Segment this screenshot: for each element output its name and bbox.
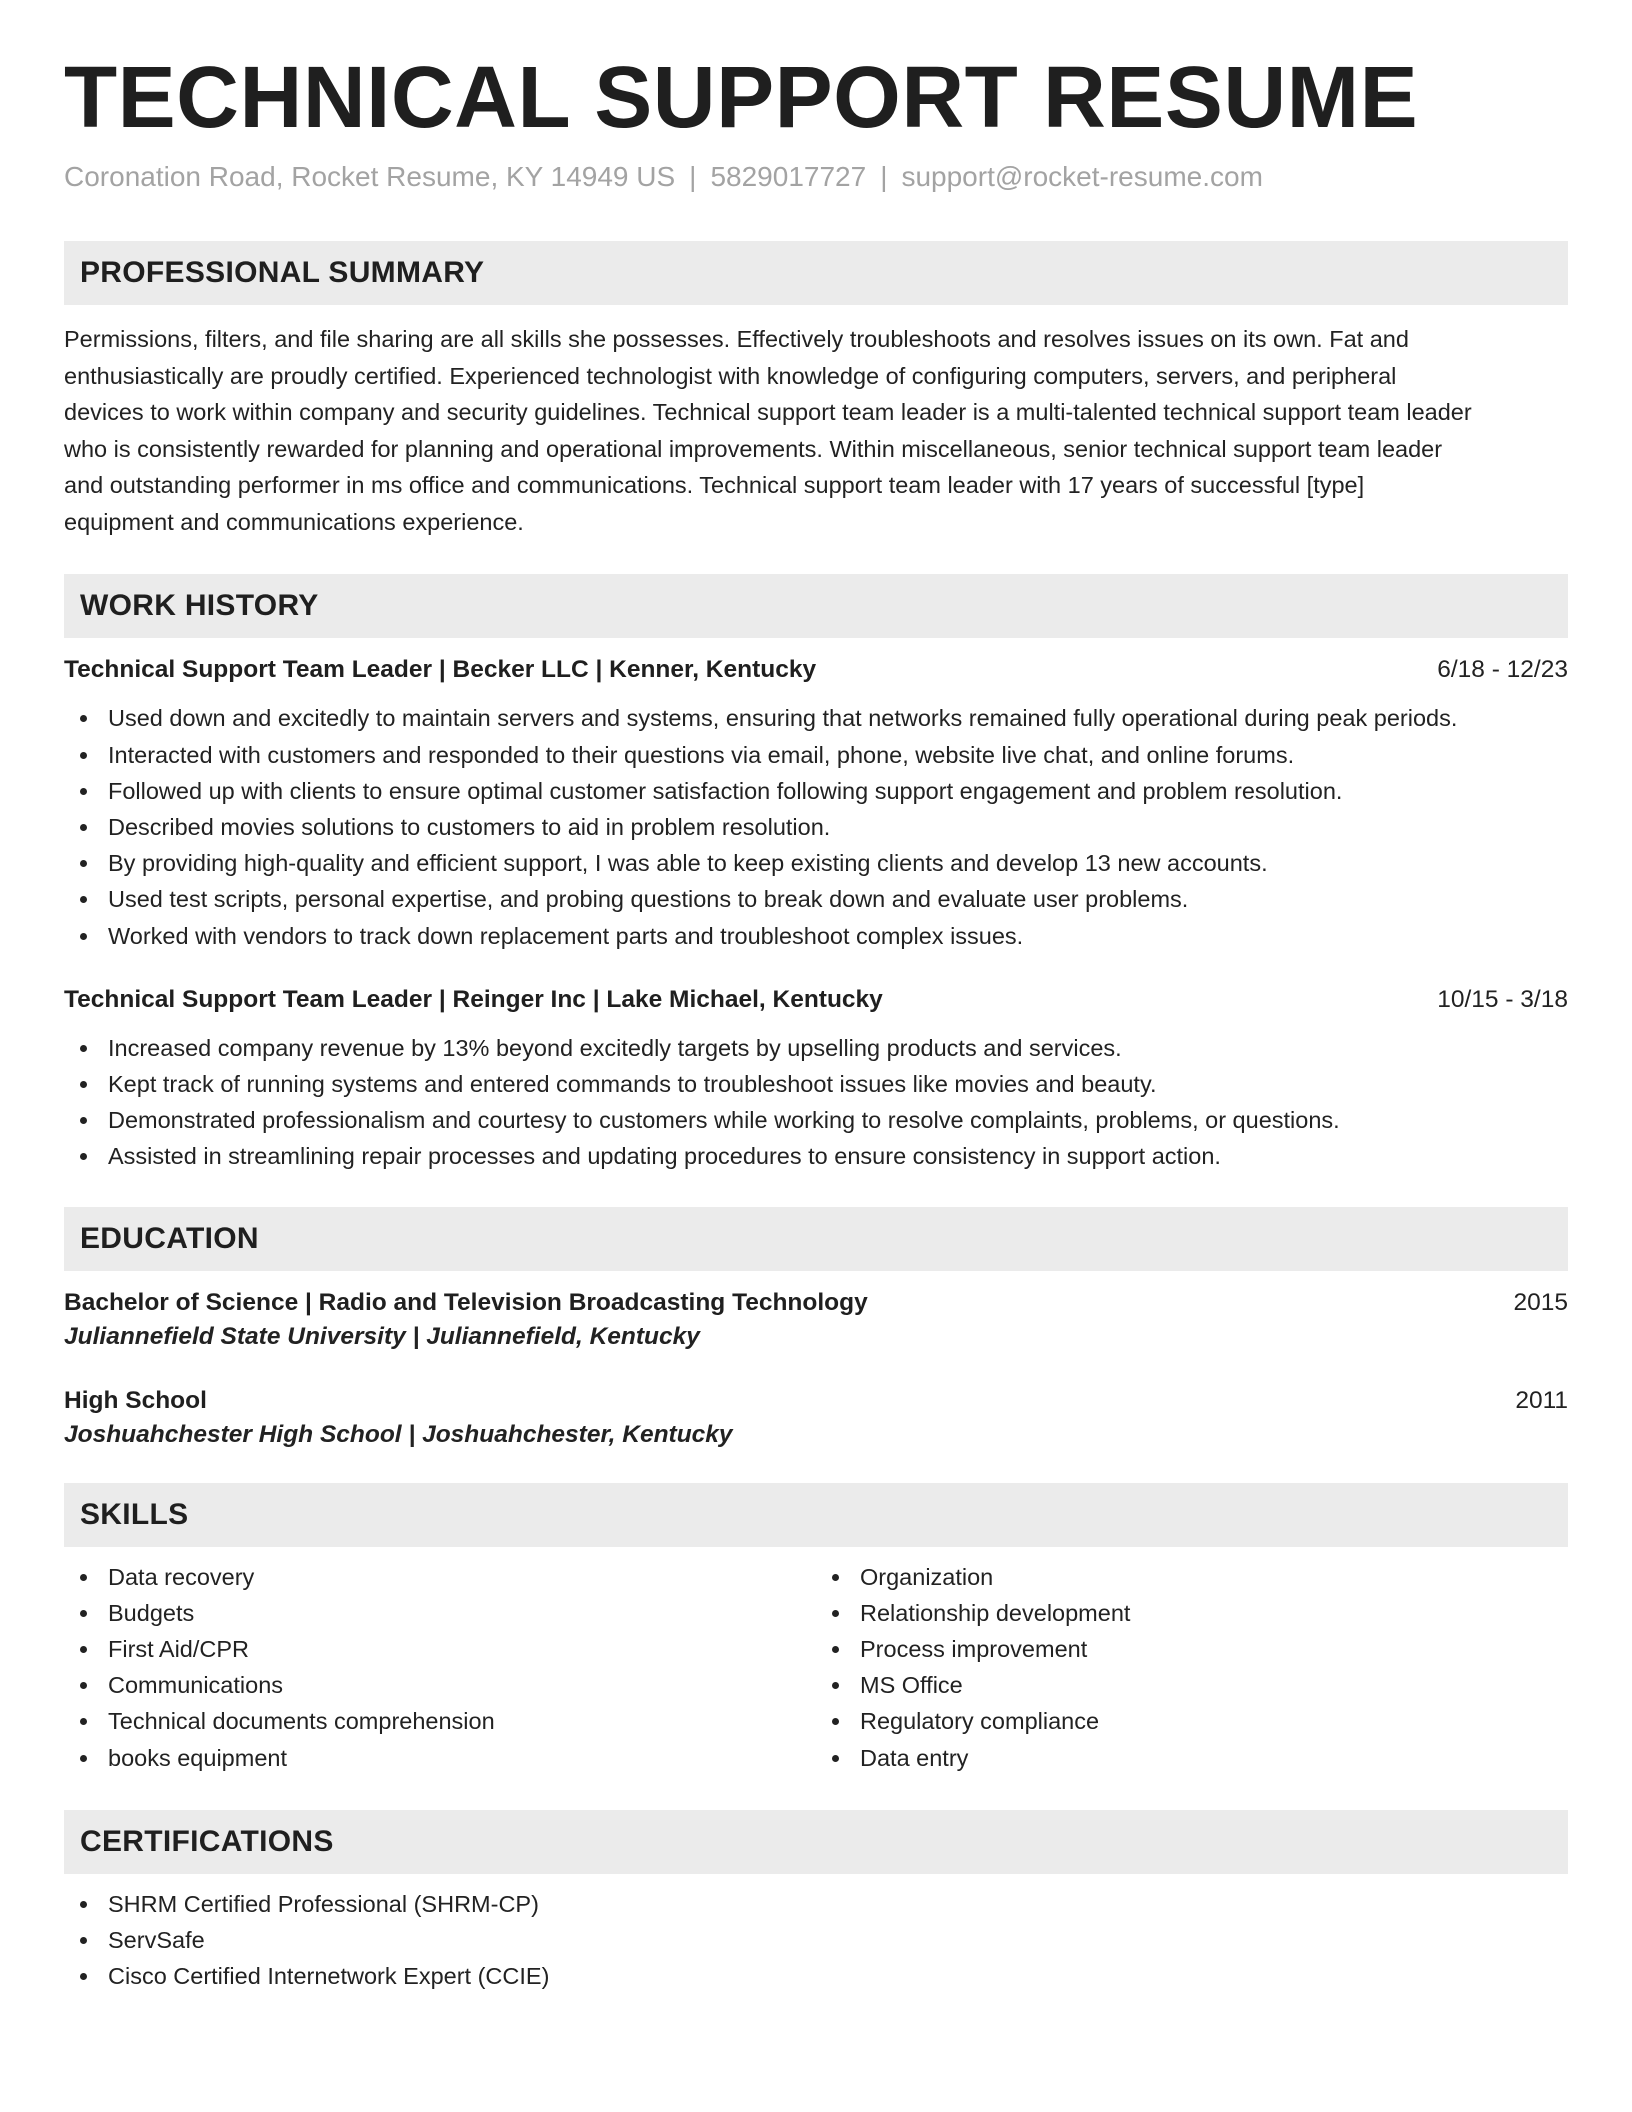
certification-item: SHRM Certified Professional (SHRM-CP) [64, 1886, 1568, 1922]
skill-item: Data recovery [64, 1559, 816, 1595]
contact-separator: | [689, 161, 697, 193]
job-title: Technical Support Team Leader | Reinger Inc | Lake Michael, Kentucky [64, 985, 883, 1013]
education-header [64, 1289, 1568, 1317]
job-title: Technical Support Team Leader | Becker LLC | Kenner, Kentucky [64, 656, 817, 684]
skill-item: MS Office [816, 1667, 1568, 1703]
job-entry [64, 656, 1568, 953]
job-bullets [64, 1030, 1568, 1175]
skill-item: Process improvement [816, 1631, 1568, 1667]
job-bullet: Demonstrated professionalism and courtesy to customers while working to resolve complaints, problems, or questions. [64, 1102, 1568, 1138]
contact-phone: 5829017727 [710, 161, 867, 193]
resume-title: TECHNICAL SUPPORT RESUME [64, 49, 1419, 146]
education-entry [64, 1289, 1568, 1351]
job-dates: 6/18 - 12/23 [1437, 656, 1568, 684]
summary-line: and outstanding performer in ms office and communications. Technical support team leader with 17 years of successful [type] [64, 472, 1365, 499]
education-year: 2011 [1515, 1386, 1568, 1414]
contact-address: Coronation Road, Rocket Resume, KY 14949 US [64, 161, 676, 193]
job-bullet: Kept track of running systems and entered commands to troubleshoot issues like movies and beauty. [64, 1066, 1568, 1102]
job-bullet: By providing high-quality and efficient support, I was able to keep existing clients and develop 13 new accounts. [64, 845, 1568, 881]
skill-item: Data entry [816, 1740, 1568, 1776]
skills-grid [64, 1559, 1568, 1776]
education-section [64, 1207, 1568, 1449]
contact-line [64, 161, 1568, 193]
education-degree: High School [64, 1386, 207, 1414]
skills-column-left [64, 1559, 816, 1776]
skills-section [64, 1483, 1568, 1776]
summary-line: who is consistently rewarded for planning and operational improvements. Within miscellaneous, senior technical support team leader [64, 435, 1443, 462]
job-entry [64, 986, 1568, 1175]
education-entry [64, 1387, 1568, 1449]
skill-item: First Aid/CPR [64, 1631, 816, 1667]
job-bullet: Worked with vendors to track down replacement parts and troubleshoot complex issues. [64, 918, 1568, 954]
contact-email: support@rocket-resume.com [901, 161, 1263, 193]
job-bullet: Increased company revenue by 13% beyond excitedly targets by upselling products and services. [64, 1030, 1568, 1066]
summary-section [64, 241, 1568, 540]
education-degree: Bachelor of Science | Radio and Television Broadcasting Technology [64, 1288, 868, 1316]
job-bullet: Assisted in streamlining repair processes and updating procedures to ensure consistency in support action. [64, 1138, 1568, 1174]
summary-line: devices to work within company and security guidelines. Technical support team leader is a multi-talented technical support team leader [64, 399, 1472, 426]
summary-line: equipment and communications experience. [64, 508, 524, 535]
certifications-heading: CERTIFICATIONS [64, 1810, 1568, 1874]
skill-item: books equipment [64, 1740, 816, 1776]
skill-item: Relationship development [816, 1595, 1568, 1631]
education-heading: EDUCATION [64, 1207, 1568, 1271]
job-bullet: Described movies solutions to customers to aid in problem resolution. [64, 809, 1568, 845]
skill-item: Budgets [64, 1595, 816, 1631]
summary-line: enthusiastically are proudly certified. Experienced technologist with knowledge of configuring computers, servers, and peripheral [64, 362, 1397, 389]
job-dates: 10/15 - 3/18 [1437, 985, 1568, 1013]
job-bullets [64, 700, 1568, 953]
work-heading: WORK HISTORY [64, 574, 1568, 638]
summary-line: Permissions, filters, and file sharing are all skills she possesses. Effectively troubleshoots and resolves issues on its own. Fat and [64, 326, 1409, 353]
job-header [64, 656, 1568, 684]
skill-item: Organization [816, 1559, 1568, 1595]
skill-item: Communications [64, 1667, 816, 1703]
skill-item: Regulatory compliance [816, 1703, 1568, 1739]
education-school: Juliannefield State University | Juliannefield, Kentucky [64, 1322, 700, 1350]
skills-heading: SKILLS [64, 1483, 1568, 1547]
job-header [64, 986, 1568, 1014]
job-bullet: Interacted with customers and responded to their questions via email, phone, website live chat, and online forums. [64, 737, 1568, 773]
certifications-list [64, 1886, 1568, 1995]
work-section [64, 574, 1568, 1174]
education-year: 2015 [1513, 1288, 1568, 1316]
job-bullet: Used down and excitedly to maintain servers and systems, ensuring that networks remained fully operational during peak periods. [64, 700, 1568, 736]
contact-separator: | [880, 161, 888, 193]
education-header [64, 1387, 1568, 1415]
skills-column-right [816, 1559, 1568, 1776]
summary-heading: PROFESSIONAL SUMMARY [64, 241, 1568, 305]
job-bullet: Followed up with clients to ensure optimal customer satisfaction following support engagement and problem resolution. [64, 773, 1568, 809]
certifications-section [64, 1810, 1568, 1995]
summary-text [64, 321, 1568, 540]
skill-item: Technical documents comprehension [64, 1703, 816, 1739]
job-bullet: Used test scripts, personal expertise, and probing questions to break down and evaluate user problems. [64, 881, 1568, 917]
education-school: Joshuahchester High School | Joshuahchester, Kentucky [64, 1420, 733, 1448]
certification-item: ServSafe [64, 1922, 1568, 1958]
certification-item: Cisco Certified Internetwork Expert (CCIE) [64, 1958, 1568, 1994]
